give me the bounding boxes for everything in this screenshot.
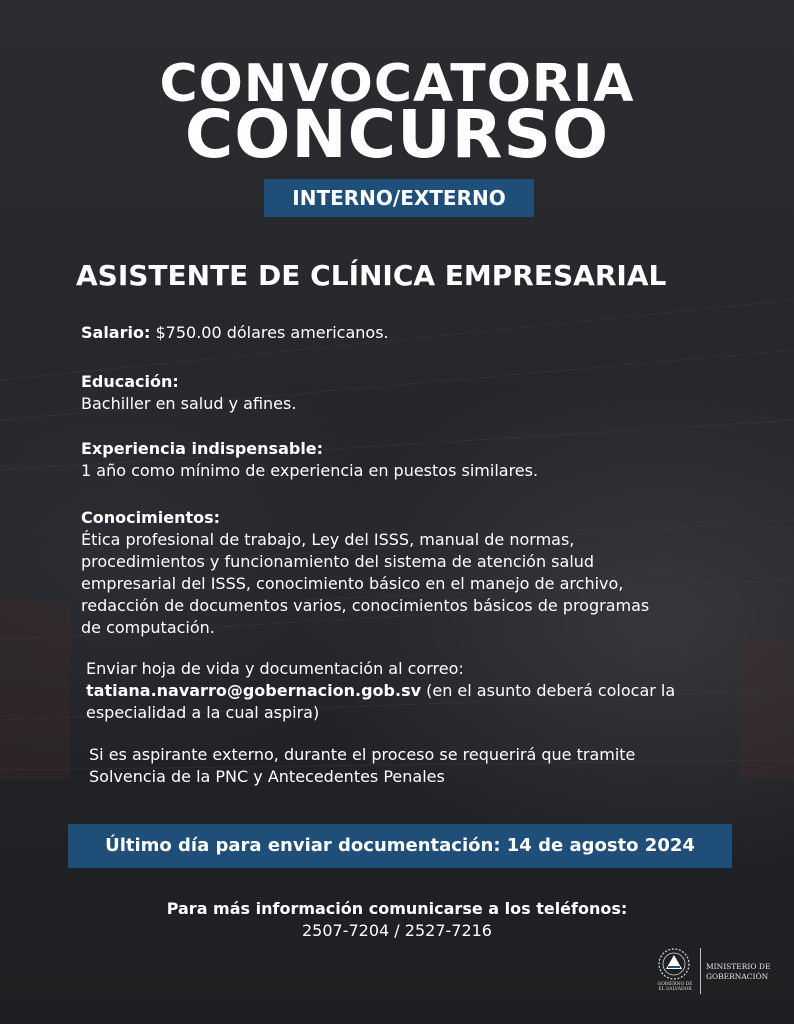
external-note-line: Solvencia de la PNC y Antecedentes Penales — [89, 767, 445, 786]
contact-label: Para más información comunicarse a los teléfonos: — [166, 899, 628, 918]
knowledge-label: Conocimientos: — [81, 508, 221, 527]
deadline-banner: Último día para enviar documentación: 14 de agosto 2024 — [68, 824, 732, 868]
salary-label: Salario: — [81, 323, 151, 342]
ministry-name-line: MINISTERIO DE — [706, 962, 771, 971]
internal-external-badge: INTERNO/EXTERNO — [264, 179, 534, 217]
salary-section — [81, 322, 741, 344]
position-title: ASISTENTE DE CLÍNICA EMPRESARIAL — [76, 259, 667, 292]
external-note-line: Si es aspirante externo, durante el proceso se requerirá que tramite — [89, 745, 636, 764]
application-section — [86, 658, 746, 724]
ministry-name-line: GOBERNACIÓN — [706, 972, 769, 981]
headline-concurso: CONCURSO — [184, 96, 610, 173]
experience-value: 1 año como mínimo de experiencia en puestos similares. — [81, 461, 539, 480]
knowledge-line: procedimientos y funcionamiento del sistema de atención salud — [81, 552, 595, 571]
government-label: GOBIERNO DE EL SALVADOR — [657, 982, 693, 992]
application-email-link[interactable]: tatiana.navarro@gobernacion.gob.sv — [86, 681, 422, 700]
logo-divider — [700, 948, 701, 994]
experience-label: Experiencia indispensable: — [81, 439, 324, 458]
knowledge-line: redacción de documentos varios, conocimientos básicos de programas — [81, 596, 650, 615]
application-intro: Enviar hoja de vida y documentación al correo: — [86, 659, 464, 678]
salary-value: $750.00 dólares americanos. — [155, 323, 389, 342]
headline-convocatoria: CONVOCATORIA — [159, 54, 635, 114]
education-section — [81, 371, 741, 415]
ministry-name — [706, 962, 776, 982]
application-note-continued: especialidad a la cual aspira) — [86, 703, 320, 722]
knowledge-line: de computación. — [81, 618, 215, 637]
knowledge-line: empresarial del ISSS, conocimiento básico en el manejo de archivo, — [81, 574, 624, 593]
application-note: (en el asunto deberá colocar la — [426, 681, 676, 700]
education-label: Educación: — [81, 372, 179, 391]
knowledge-section — [81, 507, 741, 639]
ministry-logo — [654, 946, 774, 998]
experience-section — [81, 438, 741, 482]
knowledge-line: Ética profesional de trabajo, Ley del ISSS, manual de normas, — [81, 530, 575, 549]
external-applicant-section — [89, 744, 749, 788]
contact-phones: 2507-7204 / 2527-7216 — [302, 921, 492, 940]
education-value: Bachiller en salud y afines. — [81, 394, 297, 413]
